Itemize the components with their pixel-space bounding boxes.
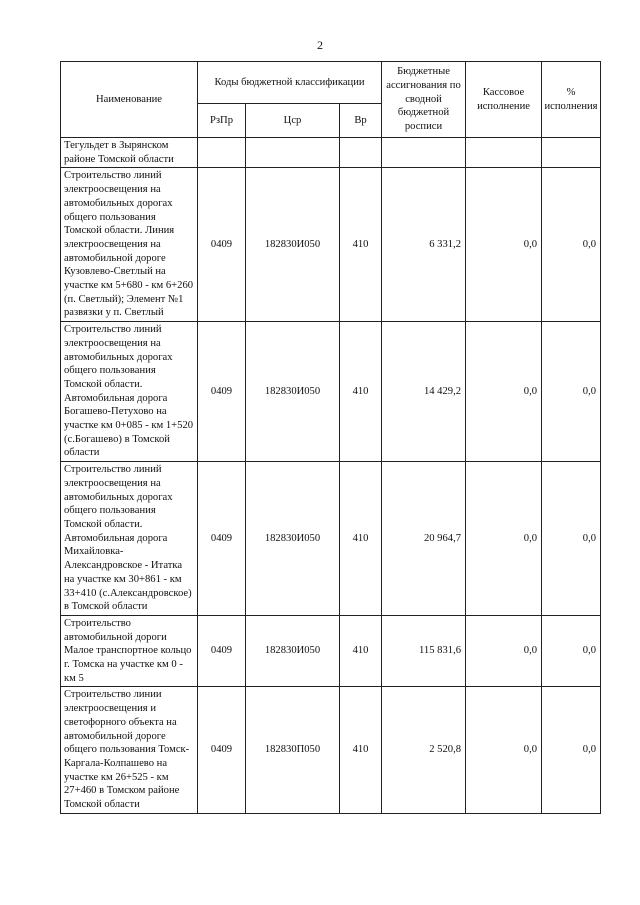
row-cash: 0,0 [466,168,542,322]
header-rzpr: РзПр [198,104,246,138]
row-name: Строительство автомобильной дороги Малое транспортное кольцо г. Томска на участке км 0 - км 5 [61,615,198,687]
row-vr: 410 [340,168,382,322]
row-vr: 410 [340,462,382,616]
row-percent: 0,0 [542,168,601,322]
row-cash: 0,0 [466,462,542,616]
header-codes-group: Коды бюджетной классификации [198,62,382,104]
row-vr: 410 [340,687,382,813]
header-csr: Цср [246,104,340,138]
row-rzpr: 0409 [198,462,246,616]
row-csr: 182830И050 [246,168,340,322]
header-row-top [61,62,601,104]
row-rzpr: 0409 [198,322,246,462]
table-row [61,687,601,813]
header-assignments: Бюджетные ассигнования по сводной бюджетной росписи [382,62,466,138]
budget-table [60,61,601,814]
row-assignments: 115 831,6 [382,615,466,687]
row-rzpr: 0409 [198,687,246,813]
page-number: 2 [317,38,323,52]
row-name: Тегульдет в Зырянском районе Томской области [61,138,198,168]
row-csr: 182830П050 [246,687,340,813]
row-csr: 182830И050 [246,615,340,687]
table-row [61,322,601,462]
header-cash: Кассовое исполнение [466,62,542,138]
header-vr: Вр [340,104,382,138]
row-vr: 410 [340,615,382,687]
row-name: Строительство линий электроосвещения на автомобильных дорогах общего пользования Томской области. Автомобильная дорога Михайловка-Александровское - Итатка на участке км 30+861 - км 33+410 (с.Александровское) в Томской области [61,462,198,616]
row-cash: 0,0 [466,615,542,687]
row-cash: 0,0 [466,687,542,813]
row-rzpr: 0409 [198,615,246,687]
row-rzpr: 0409 [198,168,246,322]
row-assignments: 2 520,8 [382,687,466,813]
row-percent: 0,0 [542,687,601,813]
table-row [61,168,601,322]
row-percent: 0,0 [542,322,601,462]
row-name: Строительство линий электроосвещения на автомобильных дорогах общего пользования Томской области. Автомобильная дорога Богашево-Петухово на участке км 0+085 - км 1+520 (с.Богашево) в Томской области [61,322,198,462]
row-percent: 0,0 [542,462,601,616]
row-vr: 410 [340,322,382,462]
table-row [61,462,601,616]
header-name: Наименование [61,62,198,138]
row-name: Строительство линий электроосвещения на автомобильных дорогах общего пользования Томской области. Линия электроосвещения на автомобильной дороге Кузовлево-Светлый на участке км 5+680 - км 6+260 (п. Светлый); Элемент №1 развязки у п. Светлый [61,168,198,322]
header-percent: % исполнения [542,62,601,138]
row-csr: 182830И050 [246,322,340,462]
row-csr: 182830И050 [246,462,340,616]
row-assignments: 6 331,2 [382,168,466,322]
row-assignments: 14 429,2 [382,322,466,462]
row-cash: 0,0 [466,322,542,462]
row-assignments: 20 964,7 [382,462,466,616]
row-percent: 0,0 [542,615,601,687]
continuation-row [61,138,601,168]
row-name: Строительство линии электроосвещения и светофорного объекта на автомобильной дороге общего пользования Томск-Каргала-Колпашево на участке км 26+525 - км 27+460 в Томском районе Томской области [61,687,198,813]
table-row [61,615,601,687]
